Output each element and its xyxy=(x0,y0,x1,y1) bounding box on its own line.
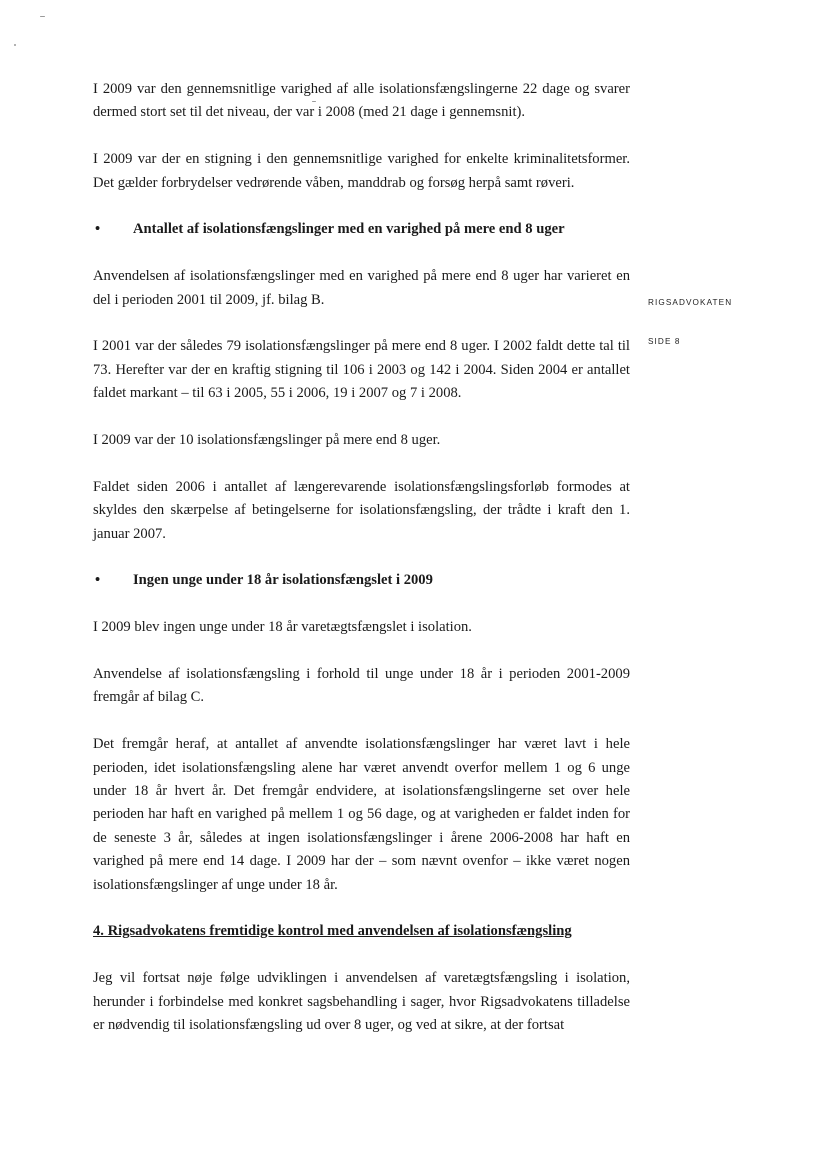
bullet-icon: • xyxy=(95,221,101,238)
sidebar-page-number: SIDE 8 xyxy=(648,337,681,346)
paragraph-usage-variation: Anvendelsen af isolationsfængslinger med en varighed på mere end 8 uger har varieret en del i perioden 2001 til 2009, jf. bilag B. xyxy=(93,268,630,308)
bullet-heading-youth xyxy=(93,569,630,592)
paragraph-yearly-counts: I 2001 var der således 79 isolationsfængslinger på mere end 8 uger. I 2002 faldt dette tal til 73. Herefter var der en kraftig stigning til 106 i 2003 og 142 i 2004. Siden 2004 er antallet faldet markant – til 63 i 2005, 55 i 2006, 19 i 2007 og 7 i 2008. xyxy=(93,338,630,402)
paragraph-future-control: Jeg vil fortsat nøje følge udviklingen i anvendelsen af varetægtsfængsling i isolation, herunder i forbindelse med konkret sagsbehandling i sager, hvor Rigsadvokatens tilladelse er nødvendig til isolationsfængsling ud over 8 uger, og ved at sikre, at der fortsat xyxy=(93,970,630,1034)
bullet-heading-text: Ingen unge under 18 år isolationsfængslet i 2009 xyxy=(133,572,433,589)
scan-speck xyxy=(14,44,16,46)
paragraph-youth-appendix: Anvendelse af isolationsfængsling i forhold til unge under 18 år i perioden 2001-2009 fremgår af bilag C. xyxy=(93,666,630,706)
section-heading-4: 4. Rigsadvokatens fremtidige kontrol med anvendelsen af isolationsfængsling xyxy=(93,923,572,940)
bullet-heading-text: Antallet af isolationsfængslinger med en varighed på mere end 8 uger xyxy=(133,221,565,238)
paragraph-decline-reason: Faldet siden 2006 i antallet af længerevarende isolationsfængslingsforløb formodes at skyldes den skærpelse af betingelserne for isolationsfængsling, der trådte i kraft den 1. januar 2007. xyxy=(93,478,630,542)
paragraph-youth-2009: I 2009 blev ingen unge under 18 år varetægtsfængslet i isolation. xyxy=(93,619,472,636)
scan-speck xyxy=(40,16,45,17)
bullet-heading-over-8-weeks xyxy=(93,218,630,241)
bullet-icon: • xyxy=(95,572,101,589)
paragraph-crime-types: I 2009 var der en stigning i den gennemsnitlige varighed for enkelte kriminalitetsformer. Det gælder forbrydelser vedrørende våben, manddrab og forsøg herpå samt røveri. xyxy=(93,151,630,191)
paragraph-average-duration: I 2009 var den gennemsnitlige varighed af alle isolationsfængslingerne 22 dage og svarer dermed stort set til det niveau, der var i 2008 (med 21 dage i gennemsnit). xyxy=(93,81,630,121)
paragraph-youth-details: Det fremgår heraf, at antallet af anvendte isolationsfængslinger har været lavt i hele perioden, idet isolationsfængsling alene har været anvendt overfor mellem 1 og 6 unge under 18 år hvert år. Det fremgår endvidere, at isolationsfængslingerne set over hele perioden har haft en varighed på mellem 1 og 56 dage, og at varigheden er faldet inden for de seneste 3 år, således at ingen isolationsfængslinger i årene 2006-2008 har haft en varighed på mere end 14 dage. I 2009 har der – som nævnt ovenfor – ikke været nogen isolationsfængslinger af unge under 18 år. xyxy=(93,736,630,893)
paragraph-2009-count: I 2009 var der 10 isolationsfængslinger på mere end 8 uger. xyxy=(93,432,441,449)
sidebar-organization: RIGSADVOKATEN xyxy=(648,298,733,307)
main-text xyxy=(93,78,630,1061)
